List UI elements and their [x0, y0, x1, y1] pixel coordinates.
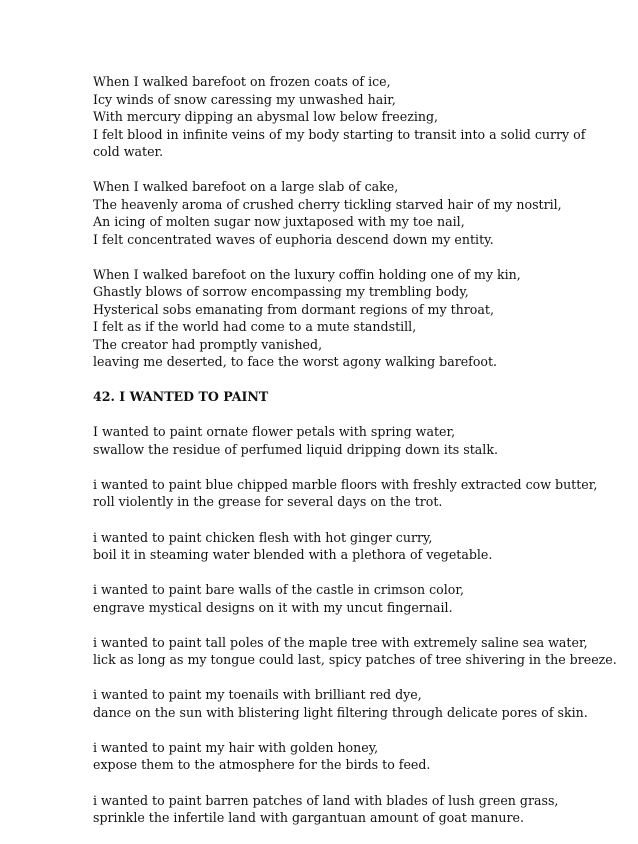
stanza-chicken — [93, 529, 613, 564]
stanza-marble — [93, 476, 613, 511]
stanza-grass — [93, 792, 613, 827]
poem-line: When I walked barefoot on a large slab of cake, — [93, 179, 399, 195]
poem-line: engrave mystical designs on it with my uncut fingernail. — [93, 599, 453, 615]
poem-line: i wanted to paint my toenails with brilliant red dye, — [93, 687, 422, 703]
poem-line: I felt concentrated waves of euphoria descend down my entity. — [93, 231, 494, 247]
poem-line: sprinkle the infertile land with gargantuan amount of goat manure. — [93, 810, 524, 826]
poem-line: cold water. — [93, 144, 164, 159]
poem-line: roll violently in the grease for several days on the trot. — [93, 494, 443, 510]
poem-line: i wanted to paint tall poles of the maple tree with extremely saline sea water, — [93, 634, 588, 650]
poem-line: The creator had promptly vanished, — [93, 336, 323, 352]
poem-line: lick as long as my tongue could last, spicy patches of tree shivering in the breeze. — [93, 652, 617, 668]
poem-line: Icy winds of snow caressing my unwashed hair, — [93, 91, 396, 107]
poem-line: Ghastly blows of sorrow encompassing my trembling body, — [93, 284, 469, 300]
stanza-toenails — [93, 686, 613, 721]
stanza-maple — [93, 634, 617, 669]
poem-line: i wanted to paint chicken flesh with hot ginger curry, — [93, 529, 433, 545]
poem-line: i wanted to paint barren patches of land with blades of lush green grass, — [93, 792, 559, 808]
poem-line: When I walked barefoot on the luxury coffin holding one of my kin, — [93, 266, 521, 282]
poem-line: I felt as if the world had come to a mute standstill, — [93, 319, 417, 335]
poem-title: 42. I WANTED TO PAINT — [93, 389, 269, 405]
poem-line: An icing of molten sugar now juxtaposed with my toe nail, — [93, 214, 465, 230]
poem-line: With mercury dipping an abysmal low below freezing, — [93, 109, 439, 124]
poem-line: boil it in steaming water blended with a plethora of vegetable. — [93, 547, 493, 563]
poem-line: swallow the residue of perfumed liquid dripping down its stalk. — [93, 441, 498, 457]
stanza-castle — [93, 581, 613, 616]
stanza-flower — [93, 423, 613, 458]
poem-line: i wanted to paint my hair with golden honey, — [93, 739, 379, 755]
stanza-honey — [93, 739, 613, 774]
poem-line: When I walked barefoot on frozen coats of ice, — [93, 74, 391, 89]
poem-line: i wanted to paint blue chipped marble floors with freshly extracted cow butter, — [93, 476, 598, 492]
poem-line: i wanted to paint bare walls of the castle in crimson color, — [93, 582, 464, 598]
poem-line: I felt blood in infinite veins of my body starting to transit into a solid curry of — [93, 126, 586, 142]
poem-line: Hysterical sobs emanating from dormant regions of my throat, — [93, 301, 494, 317]
stanza-ice — [93, 73, 613, 161]
document-page — [93, 73, 617, 844]
stanza-coffin — [93, 266, 613, 371]
poem-line: expose them to the atmosphere for the birds to feed. — [93, 757, 431, 773]
poem-line: leaving me deserted, to face the worst agony walking barefoot. — [93, 354, 498, 370]
stanza-cake — [93, 178, 613, 248]
poem-line: I wanted to paint ornate flower petals with spring water, — [93, 424, 456, 440]
poem-line: dance on the sun with blistering light filtering through delicate pores of skin. — [93, 704, 588, 720]
poem-line: The heavenly aroma of crushed cherry tickling starved hair of my nostril, — [93, 196, 562, 212]
